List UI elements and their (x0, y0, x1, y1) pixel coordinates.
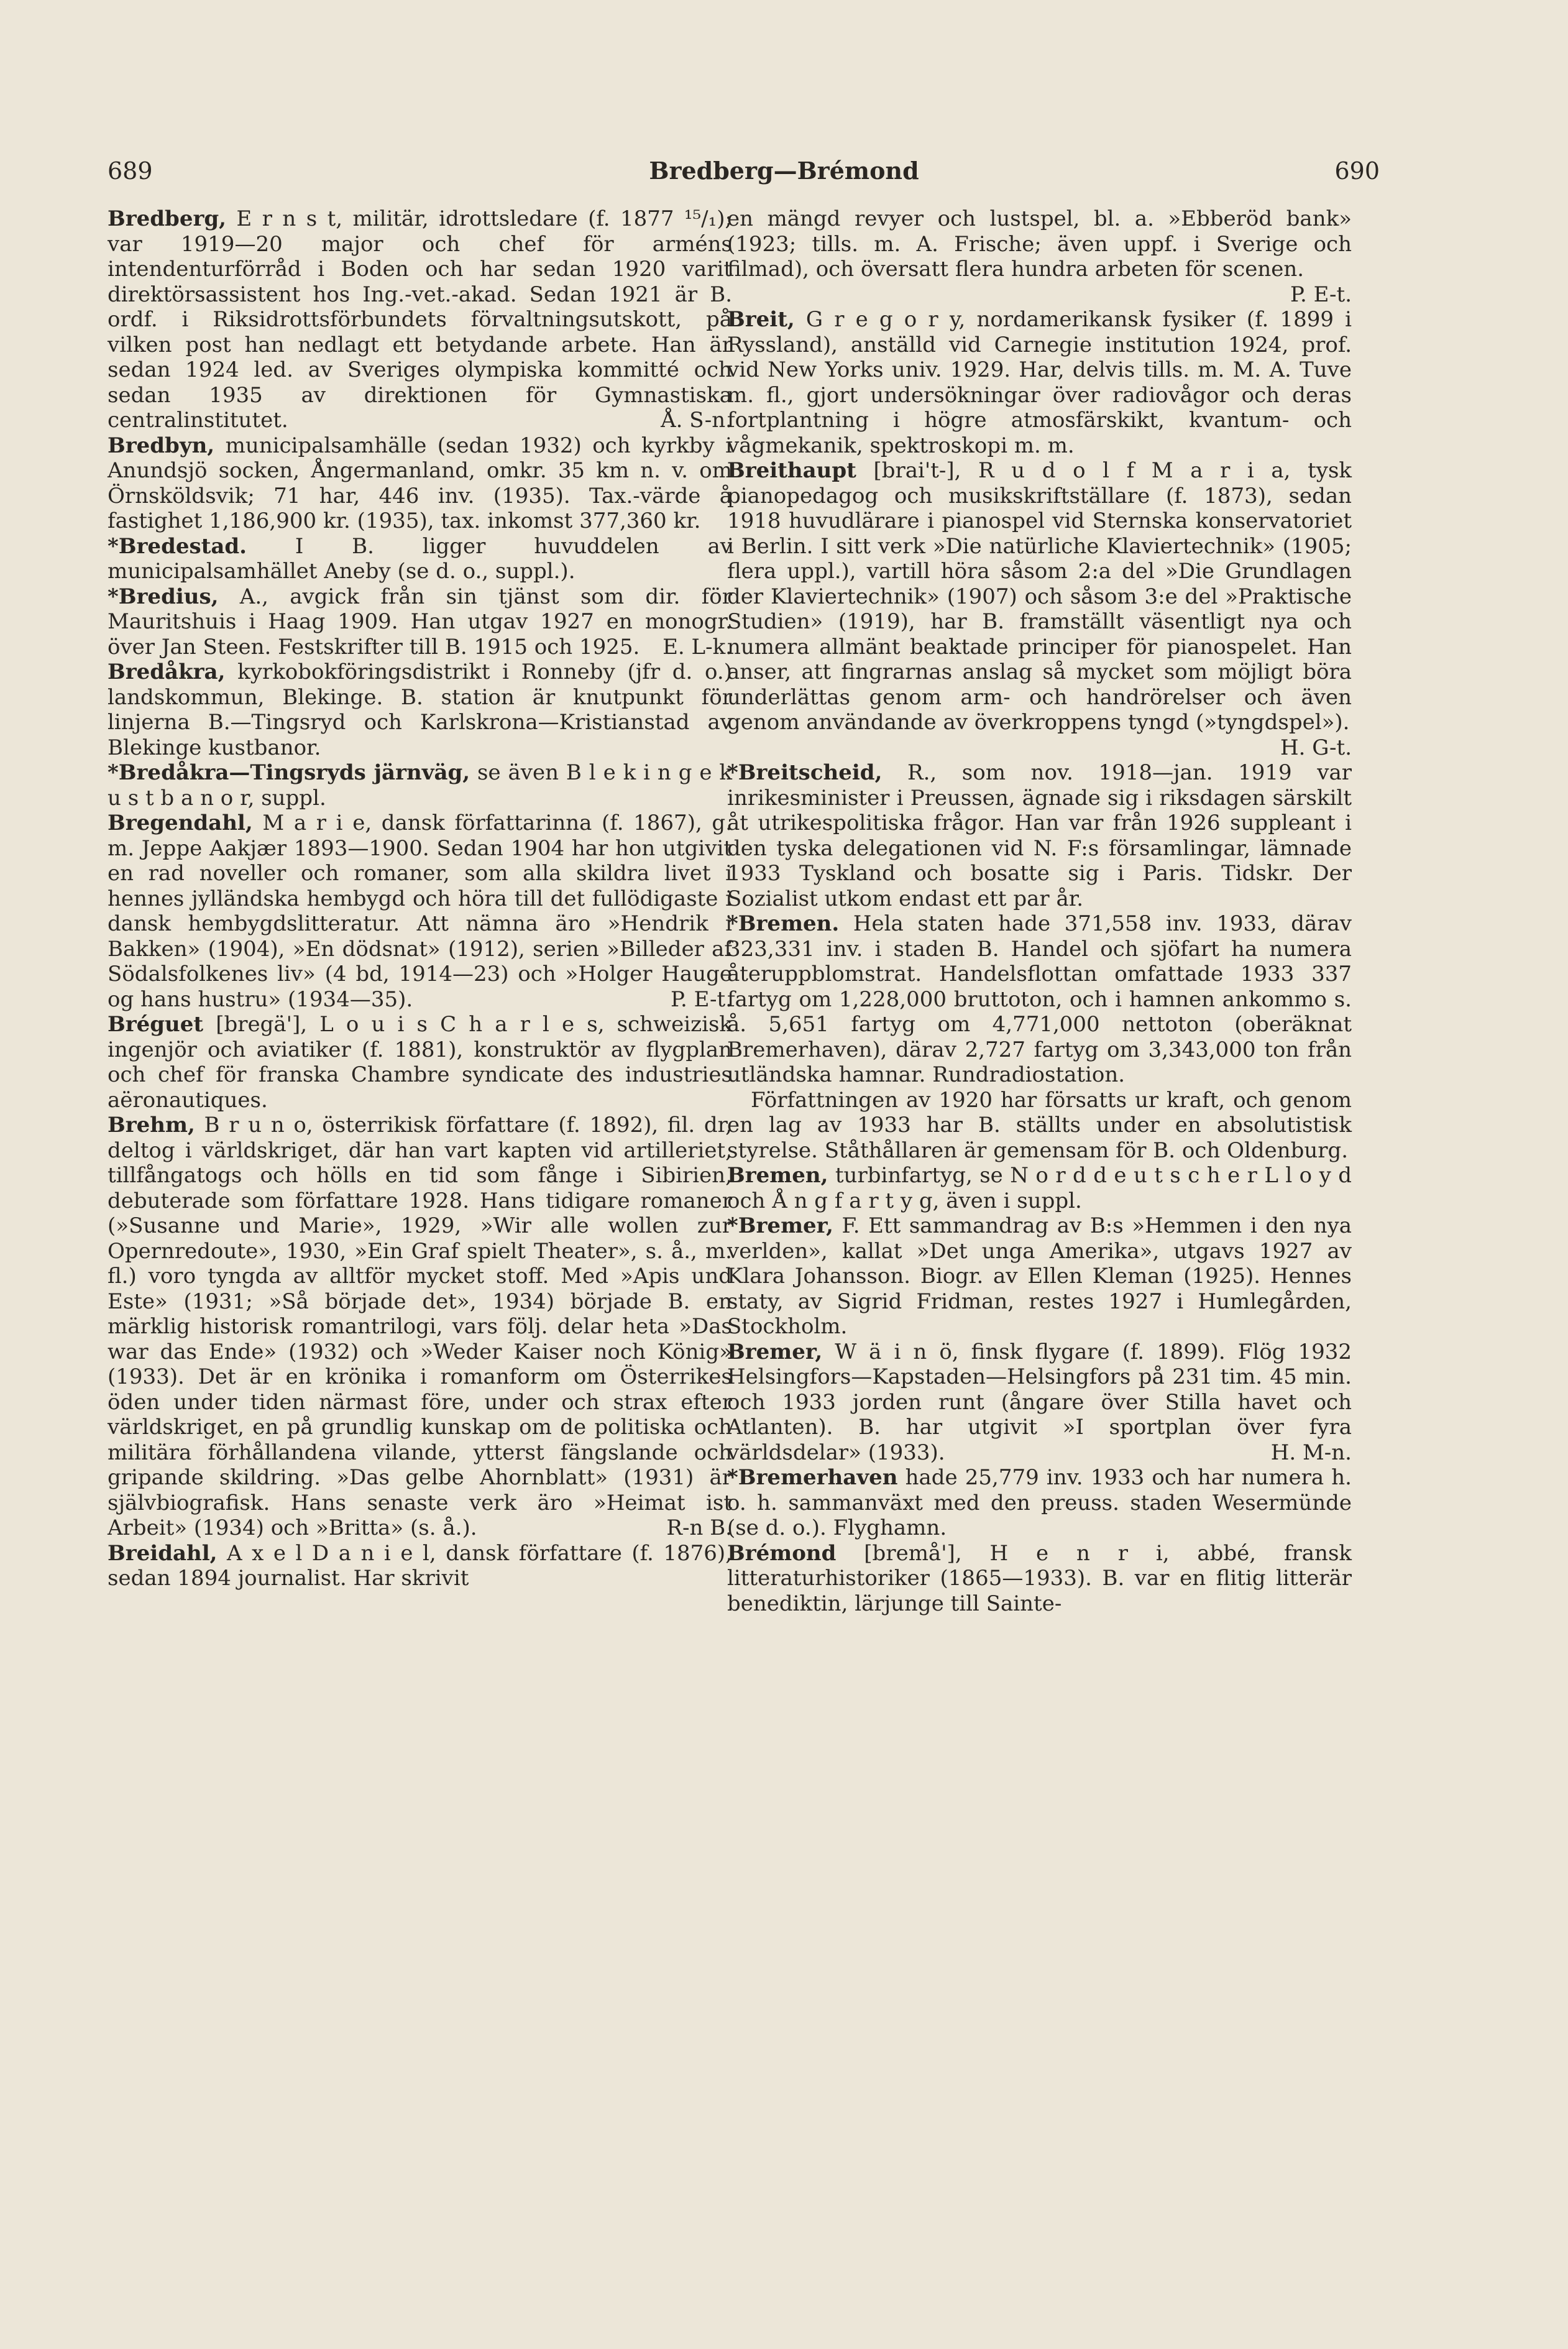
entry-text: Författningen av 1920 har försatts ur kraft, och genom en lag av 1933 har B. ställts under en absolutistisk styrelse. Ståthållaren är gemensam för B. och Oldenburg. (727, 1087, 1352, 1163)
article-entry (108, 811, 732, 1012)
author-signature: P. E-t. (670, 986, 732, 1012)
entry-headword: Bredberg, (108, 206, 226, 231)
entry-text: B r u n o, österrikisk författare (f. 1892), fil. dr, deltog i världskriget, där han vart kapten vid artilleriet, tillfångatogs och hölls en tid som fånge i Sibirien, debuterade som författare 1928. Hans tidigare romaner (»Susanne und Marie», 1929, »Wir alle wollen zur Opernredoute», 1930, »Ein Graf spielt Theater», s. å., m. fl.) voro tyngda av alltför mycket stoff. Med »Apis und Este» (1931; »Så började det», 1934) började B. en märklig historisk romantrilogi, vars följ. delar heta »Das war das Ende» (1932) och »Weder Kaiser noch König» (1933). Det är en krönika i romanform om Österrikes öden under tiden närmast före, under och strax efter världskriget, en på grundlig kunskap om de politiska och militära förhållandena vilande, ytterst fängslande och gripande skildring. »Das gelbe Ahornblatt» (1931) är självbiografisk. Hans senaste verk äro »Heimat ist Arbeit» (1934) och »Britta» (s. å.). (108, 1113, 732, 1540)
entry-text: E r n s t, militär, idrottsledare (f. 1877 ¹⁵/₁); var 1919—20 major och chef för arméns intendenturförråd i Boden och har sedan 1920 varit direktörsassistent hos Ing.-vet.-akad. Sedan 1921 är B. ordf. i Riksidrottsförbundets förvaltningsutskott, på vilken post han nedlagt ett betydande arbete. Han är sedan 1924 led. av Sveriges olympiska kommitté och sedan 1935 av direktionen för Gymnastiska centralinstitutet. (108, 206, 732, 433)
entry-headword: Bredåkra, (108, 660, 226, 684)
author-signature: H. G-t. (1280, 735, 1352, 760)
entry-text: en mängd revyer och lustspel, bl. a. »Ebberöd bank» (1923; tills. m. A. Frische; även uppf. i Sverige och filmad), och översatt flera hundra arbeten för scenen. (727, 206, 1352, 282)
entry-text: Hela staten hade 371,558 inv. 1933, därav 323,331 inv. i staden B. Handel och sjöfart ha numera återuppblomstrat. Handelsflottan omfattade 1933 337 fartyg om 1,228,000 bruttoton, och i hamnen ankommo s. å. 5,651 fartyg om 4,771,000 nettoton (oberäknat Bremerhaven), därav 2,727 fartyg om 3,343,000 ton från utländska hamnar. Rundradiostation. (727, 911, 1352, 1087)
left-column (108, 206, 732, 1591)
entry-headword: Bremer, (727, 1339, 823, 1364)
entry-text: F. Ett sammandrag av B:s »Hemmen i den nya verlden», kallat »Det unga Amerika», utgavs 1927 av Klara Johansson. Biogr. av Ellen Kleman (1925). Hennes staty, av Sigrid Fridman, restes 1927 i Humlegården, Stockholm. (727, 1213, 1352, 1339)
entry-headword: *Breitscheid, (727, 760, 883, 785)
entry-headword: Bredbyn, (108, 433, 215, 458)
right-column (727, 206, 1352, 1616)
entry-text: A., avgick från sin tjänst som dir. för Mauritshuis i Haag 1909. Han utgav 1927 en monogr. över Jan Steen. Festskrifter till B. 1915 och 1925. (108, 584, 732, 660)
page-number-right: 690 (1334, 157, 1380, 185)
page-number-left: 689 (108, 157, 153, 185)
entry-headword: Breidahl, (108, 1540, 218, 1566)
author-signature: P. E-t. (1290, 282, 1352, 307)
article-entry (727, 760, 1352, 911)
author-signature: E. L-k. (663, 634, 732, 660)
article-entry (108, 584, 732, 660)
article-entry (727, 307, 1352, 458)
article-entry (108, 534, 732, 584)
author-signature: H. M-n. (1270, 1440, 1352, 1465)
article-entry (727, 1340, 1352, 1466)
entry-text: turbinfartyg, se N o r d d e u t s c h e r L l o y d och Å n g f a r t y g, även i suppl. (727, 1163, 1352, 1213)
entry-text: se även B l e k i n g e k u s t b a n o r, suppl. (108, 760, 732, 811)
article-entry (108, 1012, 732, 1113)
running-title: Bredberg—Brémond (649, 157, 919, 185)
entry-headword: Breithaupt (727, 458, 856, 483)
entry-headword: Bréguet (108, 1012, 204, 1037)
article-entry (727, 911, 1352, 1088)
entry-text: municipalsamhälle (sedan 1932) och kyrkby i Anundsjö socken, Ångermanland, omkr. 35 km n. v. om Örnsköldsvik; 71 har, 446 inv. (1935). Tax.-värde å fastighet 1,186,900 kr. (1935), tax. inkomst 377,360 kr. (108, 433, 732, 533)
article-entry (727, 1213, 1352, 1340)
article-entry (727, 458, 1352, 760)
entry-headword: *Bremer, (727, 1213, 833, 1238)
entry-text: hade 25,779 inv. 1933 och har numera h. o. h. sammanväxt med den preuss. staden Wesermünde (se d. o.). Flyghamn. (727, 1465, 1352, 1540)
article-entry (727, 1163, 1352, 1213)
entry-text: A x e l D a n i e l, dansk författare (f. 1876), sedan 1894 journalist. Har skrivit (108, 1540, 732, 1591)
entry-headword: Brehm, (108, 1113, 195, 1138)
entry-headword: Breit, (727, 307, 795, 332)
article-entry (727, 1541, 1352, 1617)
entry-text: kyrkobokföringsdistrikt i Ronneby (jfr d. o.) landskommun, Blekinge. B. station är knutpunkt för linjerna B.—Tingsryd och Karlskrona—Kristianstad av Blekinge kustbanor. (108, 660, 732, 760)
author-signature: Å. S-n. (661, 408, 732, 433)
article-entry (108, 433, 732, 534)
article-entry (727, 1088, 1352, 1164)
entry-headword: *Bremen. (727, 911, 840, 936)
article-entry (108, 206, 732, 433)
article-entry (108, 760, 732, 811)
entry-headword: *Bredestad. (108, 533, 247, 559)
entry-text: [bremå'], H e n r i, abbé, fransk litteraturhistoriker (1865—1933). B. var en flitig litterär benediktin, lärjunge till Sainte- (727, 1540, 1352, 1616)
entry-text: [bregä'], L o u i s C h a r l e s, schweizisk ingenjör och aviatiker (f. 1881), konstruktör av flygplan och chef för franska Chambre syndicate des industries aëronautiques. (108, 1012, 732, 1113)
entry-headword: Bremen, (727, 1163, 828, 1188)
entry-text: M a r i e, dansk författarinna (f. 1867), g. m. Jeppe Aakjær 1893—1900. Sedan 1904 har hon utgivit en rad noveller och romaner, som alla skildra livet i hennes jylländska hembygd och höra till det fullödigaste i dansk hembygdslitteratur. Att nämna äro »Hendrik i Bakken» (1904), »En dödsnat» (1912), serien »Billeder af Södalsfolkenes liv» (4 bd, 1914—23) och »Holger Hauge og hans hustru» (1934—35). (108, 811, 732, 1012)
entry-text: I B. ligger huvuddelen av municipalsamhället Aneby (se d. o., suppl.). (108, 533, 732, 584)
entry-headword: *Bredius, (108, 584, 219, 609)
entry-headword: Bregendahl, (108, 811, 253, 835)
entry-headword: *Bremerhaven (727, 1465, 898, 1490)
article-entry (727, 1465, 1352, 1541)
author-signature: R-n B. (666, 1515, 732, 1540)
entry-text: W ä i n ö, finsk flygare (f. 1899). Flög 1932 Helsingfors—Kapstaden—Helsingfors på 231 tim. 45 min. och 1933 jorden runt (ångare över Stilla havet och Atlanten). B. har utgivit »I sportplan över fyra världsdelar» (1933). (727, 1339, 1352, 1465)
article-entry (108, 660, 732, 760)
entry-headword: *Bredåkra—Tingsryds järnväg, (108, 760, 470, 785)
entry-text: [brai't-], R u d o l f M a r i a, tysk pianopedagog och musikskriftställare (f. 1873), sedan 1918 huvudlärare i pianospel vid Sternska konservatoriet i Berlin. I sitt verk »Die natürliche Klaviertechnik» (1905; flera uppl.), vartill höra såsom 2:a del »Die Grundlagen der Klaviertechnik» (1907) och såsom 3:e del »Praktische Studien» (1919), har B. framställt väsentligt nya och numera allmänt beaktade principer för pianospelet. Han anser, att fingrarnas anslag så mycket som möjligt böra underlättas genom arm- och handrörelser och även genom användande av överkroppens tyngd (»tyngdspel»). (727, 458, 1352, 735)
entry-headword: Brémond (727, 1540, 837, 1566)
article-entry (727, 206, 1352, 307)
entry-text: R., som nov. 1918—jan. 1919 var inrikesminister i Preussen, ägnade sig i riksdagen särskilt åt utrikespolitiska frågor. Han var från 1926 suppleant i den tyska delegationen vid N. F:s församlingar, lämnade 1933 Tyskland och bosatte sig i Paris. Tidskr. Der Sozialist utkom endast ett par år. (727, 760, 1352, 911)
article-entry (108, 1541, 732, 1591)
article-entry (108, 1113, 732, 1541)
entry-text: G r e g o r y, nordamerikansk fysiker (f. 1899 i Ryssland), anställd vid Carnegie institution 1924, prof. vid New Yorks univ. 1929. Har, delvis tills. m. M. A. Tuve m. fl., gjort undersökningar över radiovågor och deras fortplantning i högre atmosfärskikt, kvantum- och vågmekanik, spektroskopi m. m. (727, 307, 1352, 458)
running-head (0, 152, 1568, 190)
